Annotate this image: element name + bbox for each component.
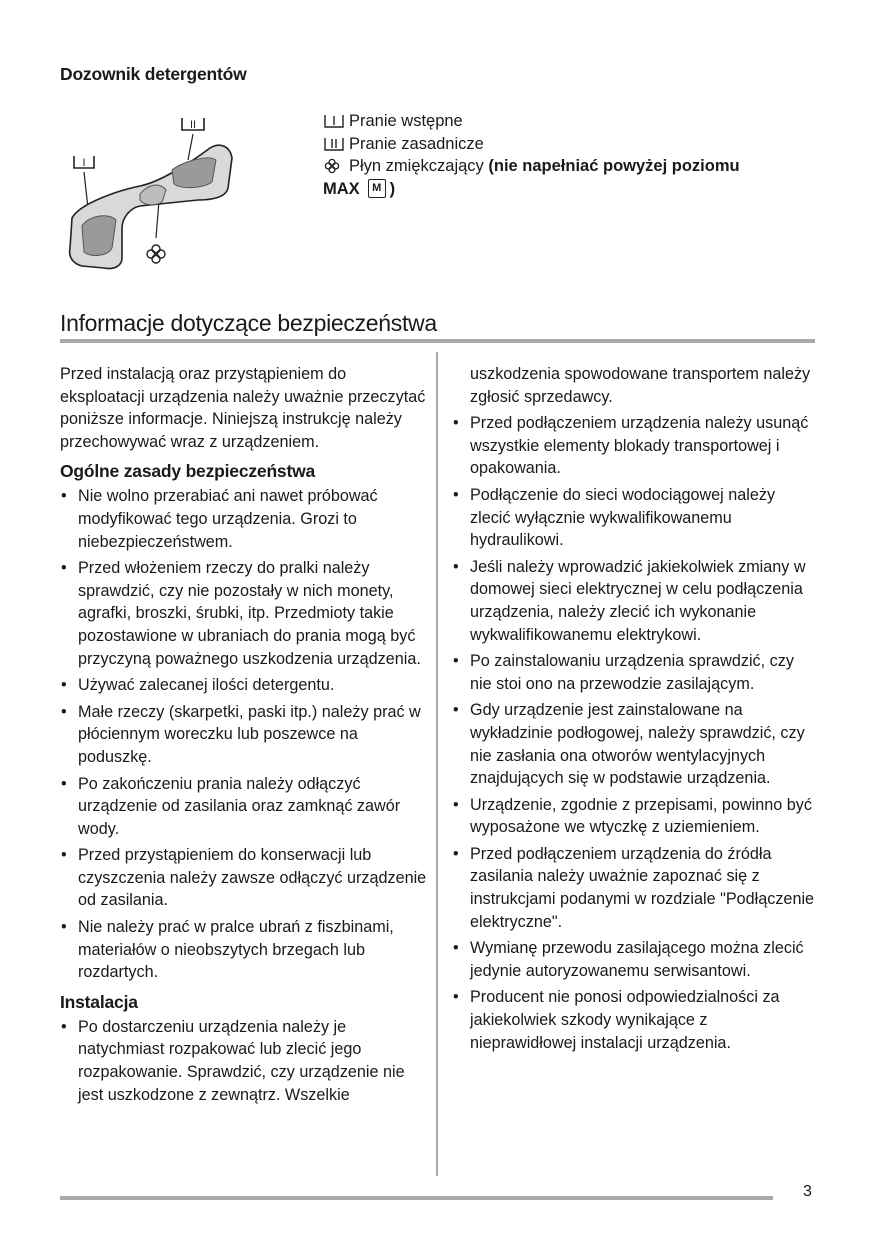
list-item: • Przed włożeniem rzeczy do pralki należy sprawdzić, czy nie pozostały w nich monety, agrafki, broszki, śrubki, itp. Przedmioty takie pozostawione w ubraniach do prania mogą być przyczyną poważnego uszkodzenia urządzenia. — [60, 557, 428, 670]
intro-paragraph: Przed instalacją oraz przystąpieniem do eksploatacji urządzenia należy uważnie przeczytać poniższe informacje. Niniejszą instrukcję należy przechowywać wraz z urządzeniem. — [60, 365, 426, 451]
legend-prewash-text: Pranie wstępne — [349, 112, 463, 130]
legend-softener-warning: (nie napełniać powyżej poziomu — [488, 157, 740, 175]
dispenser-title: Dozownik detergentów — [60, 64, 247, 84]
list-item: • Gdy urządzenie jest zainstalowane na wykładzinie podłogowej, należy sprawdzić, czy nie zasłania ona otworów wentylacyjnych znajdujących się w podstawie urządzenia. — [452, 699, 815, 789]
list-item: • Przed przystąpieniem do konserwacji lub czyszczenia należy zawsze odłączyć urządzenie od zasilania. — [60, 844, 428, 912]
legend-max-text: MAX — [323, 179, 360, 198]
legend-softener — [323, 155, 793, 178]
section-title: Informacje dotyczące bezpieczeństwa — [60, 310, 437, 336]
general-rules-heading: Ogólne zasady bezpieczeństwa — [60, 461, 316, 482]
main-wash-marker — [182, 118, 204, 131]
legend-softener-text: Płyn zmiękczający — [349, 157, 489, 175]
page-number: 3 — [803, 1183, 812, 1200]
legend-softener-cont — [323, 178, 793, 201]
prewash-icon — [323, 113, 345, 129]
right-column — [452, 363, 815, 1058]
main-wash-icon — [323, 136, 345, 152]
list-item: • Podłączenie do sieci wodociągowej należy zlecić wyłącznie wykwalifikowanemu hydraulikowi. — [452, 484, 815, 552]
list-item: • Urządzenie, zgodnie z przepisami, powinno być wyposażone we wtyczkę z uziemieniem. — [452, 794, 815, 839]
list-item: • Małe rzeczy (skarpetki, paski itp.) należy prać w płóciennym woreczku lub poszewce na poduszkę. — [60, 701, 428, 769]
installation-list-start — [60, 1016, 428, 1106]
installation-heading: Instalacja — [60, 991, 138, 1012]
prewash-mark-label: I — [82, 157, 86, 169]
list-item: • Po dostarczeniu urządzenia należy je natychmiast rozpakować lub zlecić jego rozpakowanie. Sprawdzić, czy urządzenie nie jest uszkodzone z zewnątrz. Wszelkie — [60, 1016, 428, 1106]
softener-icon — [323, 158, 345, 174]
list-item: • Producent nie ponosi odpowiedzialności za jakiekolwiek szkody wynikające z nieprawidłowej instalacji urządzenia. — [452, 986, 815, 1054]
list-item: • Przed podłączeniem urządzenia do źródła zasilania należy uważnie zapoznać się z instrukcjami podanymi w rozdziale "Podłączenie elektryczne". — [452, 843, 815, 933]
column-divider — [436, 352, 438, 1176]
prewash-marker — [74, 156, 94, 169]
left-column — [60, 363, 428, 1110]
list-item: • Nie wolno przerabiać ani nawet próbować modyfikować tego urządzenia. Grozi to niebezpieczeństwem. — [60, 485, 428, 553]
list-item-continued: uszkodzenia spowodowane transportem należy zgłosić sprzedawcy. — [470, 365, 811, 406]
list-item: • Jeśli należy wprowadzić jakiekolwiek zmiany w domowej sieci elektrycznej w celu podłączenia urządzenia, należy zlecić ich wykonanie wykwalifikowanemu elektrykowi. — [452, 556, 815, 646]
list-item: • Przed podłączeniem urządzenia należy usunąć wszystkie elementy blokady transportowej i opakowania. — [452, 412, 815, 480]
section-rule — [60, 339, 815, 343]
legend-main-wash — [323, 133, 793, 156]
list-item: • Używać zalecanej ilości detergentu. — [60, 674, 428, 697]
footer-rule — [60, 1196, 773, 1200]
installation-list — [452, 412, 815, 1054]
list-item: • Wymianę przewodu zasilającego można zlecić jedynie autoryzowanemu serwisantowi. — [452, 937, 815, 982]
legend-main-wash-text: Pranie zasadnicze — [349, 134, 484, 153]
main-mark-label: II — [189, 119, 197, 131]
dispenser-diagram — [60, 108, 250, 278]
dispenser-legend — [323, 110, 793, 200]
legend-close-paren: ) — [389, 179, 396, 198]
max-level-icon: M — [368, 179, 386, 198]
list-item: • Nie należy prać w pralce ubrań z fiszbinami, materiałów o nieobszytych brzegach lub rozdartych. — [60, 916, 428, 984]
list-item: • Po zainstalowaniu urządzenia sprawdzić, czy nie stoi ono na przewodzie zasilającym. — [452, 650, 815, 695]
legend-prewash — [323, 110, 793, 133]
list-item: • Po zakończeniu prania należy odłączyć urządzenie od zasilania oraz zamknąć zawór wody. — [60, 773, 428, 841]
softener-icon — [147, 245, 165, 263]
general-rules-list — [60, 485, 428, 983]
